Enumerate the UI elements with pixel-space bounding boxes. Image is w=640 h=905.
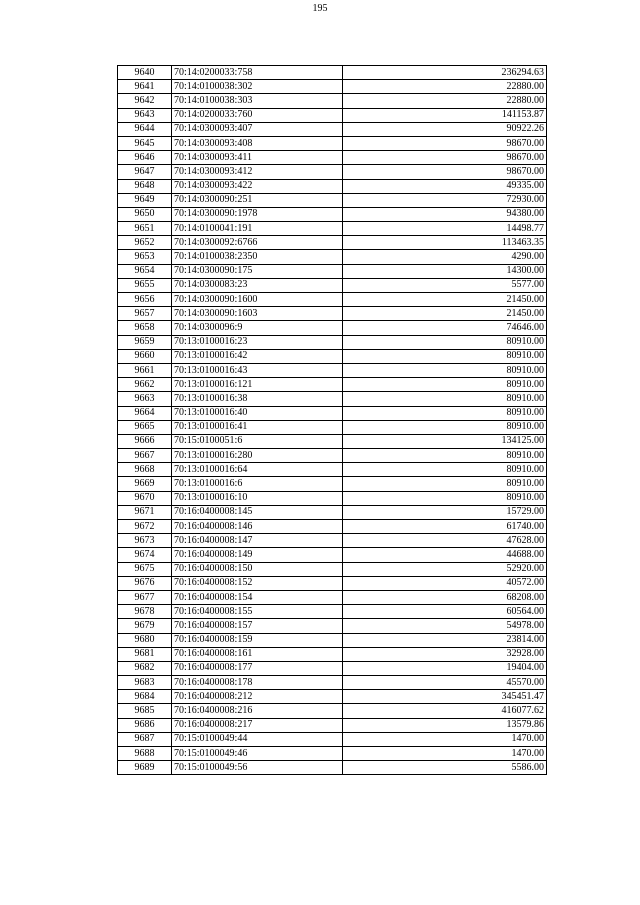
row-number-cell: 9682 <box>118 661 172 675</box>
table-row <box>118 293 547 307</box>
cadastral-number-cell: 70:14:0100038:303 <box>172 94 343 108</box>
table-row <box>118 378 547 392</box>
row-number-cell: 9667 <box>118 449 172 463</box>
value-cell: 44688.00 <box>343 548 547 562</box>
cadastral-number-cell: 70:16:0400008:216 <box>172 704 343 718</box>
value-cell: 80910.00 <box>343 477 547 491</box>
cadastral-number-cell: 70:16:0400008:159 <box>172 633 343 647</box>
cadastral-number-cell: 70:14:0300090:175 <box>172 264 343 278</box>
cadastral-number-cell: 70:13:0100016:43 <box>172 363 343 377</box>
table-row <box>118 207 547 221</box>
row-number-cell: 9647 <box>118 165 172 179</box>
value-cell: 134125.00 <box>343 434 547 448</box>
row-number-cell: 9683 <box>118 676 172 690</box>
cadastral-number-cell: 70:13:0100016:280 <box>172 449 343 463</box>
row-number-cell: 9650 <box>118 207 172 221</box>
row-number-cell: 9653 <box>118 250 172 264</box>
row-number-cell: 9681 <box>118 647 172 661</box>
cadastral-number-cell: 70:14:0300092:6766 <box>172 236 343 250</box>
cadastral-number-cell: 70:14:0100038:2350 <box>172 250 343 264</box>
cadastral-number-cell: 70:15:0100051:6 <box>172 434 343 448</box>
row-number-cell: 9666 <box>118 434 172 448</box>
value-cell: 22880.00 <box>343 94 547 108</box>
value-cell: 141153.87 <box>343 108 547 122</box>
cadastral-number-cell: 70:16:0400008:154 <box>172 590 343 604</box>
value-cell: 236294.63 <box>343 66 547 80</box>
row-number-cell: 9649 <box>118 193 172 207</box>
page-number: 195 <box>312 3 328 14</box>
value-cell: 80910.00 <box>343 349 547 363</box>
row-number-cell: 9675 <box>118 562 172 576</box>
value-cell: 23814.00 <box>343 633 547 647</box>
row-number-cell: 9665 <box>118 420 172 434</box>
value-cell: 1470.00 <box>343 732 547 746</box>
row-number-cell: 9661 <box>118 363 172 377</box>
cadastral-number-cell: 70:13:0100016:64 <box>172 463 343 477</box>
cadastral-number-cell: 70:16:0400008:146 <box>172 520 343 534</box>
table-row <box>118 647 547 661</box>
value-cell: 98670.00 <box>343 151 547 165</box>
table-row <box>118 321 547 335</box>
table-row <box>118 534 547 548</box>
cadastral-number-cell: 70:14:0300090:1978 <box>172 207 343 221</box>
table-row <box>118 761 547 775</box>
cadastral-number-cell: 70:16:0400008:217 <box>172 718 343 732</box>
cadastral-number-cell: 70:13:0100016:121 <box>172 378 343 392</box>
row-number-cell: 9671 <box>118 505 172 519</box>
value-cell: 80910.00 <box>343 463 547 477</box>
row-number-cell: 9668 <box>118 463 172 477</box>
value-cell: 60564.00 <box>343 605 547 619</box>
value-cell: 72930.00 <box>343 193 547 207</box>
value-cell: 74646.00 <box>343 321 547 335</box>
row-number-cell: 9644 <box>118 122 172 136</box>
cadastral-number-cell: 70:13:0100016:42 <box>172 349 343 363</box>
row-number-cell: 9664 <box>118 406 172 420</box>
cadastral-number-cell: 70:14:0300090:251 <box>172 193 343 207</box>
value-cell: 80910.00 <box>343 335 547 349</box>
table-row <box>118 278 547 292</box>
cadastral-number-cell: 70:13:0100016:38 <box>172 392 343 406</box>
table-row <box>118 122 547 136</box>
table-row <box>118 576 547 590</box>
cadastral-number-cell: 70:13:0100016:41 <box>172 420 343 434</box>
row-number-cell: 9643 <box>118 108 172 122</box>
row-number-cell: 9654 <box>118 264 172 278</box>
table-row <box>118 151 547 165</box>
row-number-cell: 9674 <box>118 548 172 562</box>
table-row <box>118 392 547 406</box>
table-row <box>118 136 547 150</box>
cadastral-number-cell: 70:13:0100016:23 <box>172 335 343 349</box>
value-cell: 13579.86 <box>343 718 547 732</box>
table-row <box>118 704 547 718</box>
cadastral-number-cell: 70:14:0300093:412 <box>172 165 343 179</box>
row-number-cell: 9685 <box>118 704 172 718</box>
value-cell: 21450.00 <box>343 293 547 307</box>
value-cell: 90922.26 <box>343 122 547 136</box>
cadastral-number-cell: 70:14:0300090:1600 <box>172 293 343 307</box>
cadastral-number-cell: 70:16:0400008:161 <box>172 647 343 661</box>
table-row <box>118 94 547 108</box>
cadastral-number-cell: 70:16:0400008:177 <box>172 661 343 675</box>
table-row <box>118 520 547 534</box>
table-row <box>118 690 547 704</box>
table-row <box>118 165 547 179</box>
row-number-cell: 9678 <box>118 605 172 619</box>
value-cell: 80910.00 <box>343 406 547 420</box>
table-row <box>118 307 547 321</box>
table-row <box>118 406 547 420</box>
row-number-cell: 9648 <box>118 179 172 193</box>
row-number-cell: 9642 <box>118 94 172 108</box>
table-row <box>118 80 547 94</box>
row-number-cell: 9640 <box>118 66 172 80</box>
value-cell: 4290.00 <box>343 250 547 264</box>
row-number-cell: 9677 <box>118 590 172 604</box>
value-cell: 345451.47 <box>343 690 547 704</box>
row-number-cell: 9659 <box>118 335 172 349</box>
row-number-cell: 9658 <box>118 321 172 335</box>
cadastral-number-cell: 70:16:0400008:147 <box>172 534 343 548</box>
value-cell: 14498.77 <box>343 222 547 236</box>
value-cell: 80910.00 <box>343 392 547 406</box>
cadastral-number-cell: 70:14:0300093:422 <box>172 179 343 193</box>
value-cell: 94380.00 <box>343 207 547 221</box>
cadastral-number-cell: 70:15:0100049:56 <box>172 761 343 775</box>
registry-table <box>117 65 547 775</box>
table-row <box>118 108 547 122</box>
value-cell: 80910.00 <box>343 449 547 463</box>
table-row <box>118 590 547 604</box>
cadastral-number-cell: 70:13:0100016:6 <box>172 477 343 491</box>
cadastral-number-cell: 70:14:0300090:1603 <box>172 307 343 321</box>
table-row <box>118 747 547 761</box>
row-number-cell: 9651 <box>118 222 172 236</box>
table-row <box>118 633 547 647</box>
value-cell: 61740.00 <box>343 520 547 534</box>
value-cell: 52920.00 <box>343 562 547 576</box>
table-row <box>118 676 547 690</box>
row-number-cell: 9656 <box>118 293 172 307</box>
table-row <box>118 605 547 619</box>
value-cell: 1470.00 <box>343 747 547 761</box>
table-row <box>118 505 547 519</box>
row-number-cell: 9679 <box>118 619 172 633</box>
cadastral-number-cell: 70:14:0300096:9 <box>172 321 343 335</box>
value-cell: 80910.00 <box>343 491 547 505</box>
table-row <box>118 66 547 80</box>
row-number-cell: 9672 <box>118 520 172 534</box>
value-cell: 5586.00 <box>343 761 547 775</box>
value-cell: 98670.00 <box>343 165 547 179</box>
cadastral-number-cell: 70:16:0400008:178 <box>172 676 343 690</box>
row-number-cell: 9686 <box>118 718 172 732</box>
row-number-cell: 9657 <box>118 307 172 321</box>
table-row <box>118 661 547 675</box>
value-cell: 49335.00 <box>343 179 547 193</box>
cadastral-number-cell: 70:13:0100016:10 <box>172 491 343 505</box>
cadastral-number-cell: 70:14:0300093:408 <box>172 136 343 150</box>
table-row <box>118 349 547 363</box>
value-cell: 113463.35 <box>343 236 547 250</box>
table-row <box>118 363 547 377</box>
row-number-cell: 9673 <box>118 534 172 548</box>
value-cell: 80910.00 <box>343 420 547 434</box>
cadastral-number-cell: 70:15:0100049:44 <box>172 732 343 746</box>
table-row <box>118 491 547 505</box>
value-cell: 32928.00 <box>343 647 547 661</box>
row-number-cell: 9670 <box>118 491 172 505</box>
table-row <box>118 619 547 633</box>
value-cell: 40572.00 <box>343 576 547 590</box>
row-number-cell: 9687 <box>118 732 172 746</box>
cadastral-number-cell: 70:14:0200033:758 <box>172 66 343 80</box>
cadastral-number-cell: 70:16:0400008:145 <box>172 505 343 519</box>
table-row <box>118 477 547 491</box>
row-number-cell: 9652 <box>118 236 172 250</box>
table-row <box>118 732 547 746</box>
row-number-cell: 9655 <box>118 278 172 292</box>
table-row <box>118 449 547 463</box>
cadastral-number-cell: 70:14:0300093:407 <box>172 122 343 136</box>
row-number-cell: 9676 <box>118 576 172 590</box>
row-number-cell: 9660 <box>118 349 172 363</box>
cadastral-number-cell: 70:16:0400008:149 <box>172 548 343 562</box>
table-row <box>118 179 547 193</box>
table-row <box>118 264 547 278</box>
row-number-cell: 9662 <box>118 378 172 392</box>
table-row <box>118 335 547 349</box>
value-cell: 21450.00 <box>343 307 547 321</box>
value-cell: 22880.00 <box>343 80 547 94</box>
value-cell: 47628.00 <box>343 534 547 548</box>
value-cell: 14300.00 <box>343 264 547 278</box>
registry-table-body <box>118 66 547 775</box>
value-cell: 19404.00 <box>343 661 547 675</box>
cadastral-number-cell: 70:16:0400008:152 <box>172 576 343 590</box>
cadastral-number-cell: 70:16:0400008:150 <box>172 562 343 576</box>
table-row <box>118 420 547 434</box>
row-number-cell: 9689 <box>118 761 172 775</box>
table-row <box>118 718 547 732</box>
table-row <box>118 548 547 562</box>
value-cell: 98670.00 <box>343 136 547 150</box>
cadastral-number-cell: 70:14:0200033:760 <box>172 108 343 122</box>
cadastral-number-cell: 70:16:0400008:157 <box>172 619 343 633</box>
value-cell: 80910.00 <box>343 378 547 392</box>
value-cell: 5577.00 <box>343 278 547 292</box>
table-row <box>118 236 547 250</box>
cadastral-number-cell: 70:14:0300083:23 <box>172 278 343 292</box>
cadastral-number-cell: 70:13:0100016:40 <box>172 406 343 420</box>
cadastral-number-cell: 70:16:0400008:155 <box>172 605 343 619</box>
cadastral-number-cell: 70:14:0100038:302 <box>172 80 343 94</box>
row-number-cell: 9663 <box>118 392 172 406</box>
value-cell: 80910.00 <box>343 363 547 377</box>
row-number-cell: 9684 <box>118 690 172 704</box>
row-number-cell: 9645 <box>118 136 172 150</box>
cadastral-number-cell: 70:14:0300093:411 <box>172 151 343 165</box>
value-cell: 416077.62 <box>343 704 547 718</box>
row-number-cell: 9646 <box>118 151 172 165</box>
cadastral-number-cell: 70:14:0100041:191 <box>172 222 343 236</box>
value-cell: 68208.00 <box>343 590 547 604</box>
table-row <box>118 222 547 236</box>
cadastral-number-cell: 70:16:0400008:212 <box>172 690 343 704</box>
table-row <box>118 250 547 264</box>
table-row <box>118 562 547 576</box>
row-number-cell: 9669 <box>118 477 172 491</box>
value-cell: 45570.00 <box>343 676 547 690</box>
row-number-cell: 9688 <box>118 747 172 761</box>
table-row <box>118 434 547 448</box>
row-number-cell: 9641 <box>118 80 172 94</box>
row-number-cell: 9680 <box>118 633 172 647</box>
value-cell: 15729.00 <box>343 505 547 519</box>
value-cell: 54978.00 <box>343 619 547 633</box>
cadastral-number-cell: 70:15:0100049:46 <box>172 747 343 761</box>
table-row <box>118 193 547 207</box>
table-row <box>118 463 547 477</box>
